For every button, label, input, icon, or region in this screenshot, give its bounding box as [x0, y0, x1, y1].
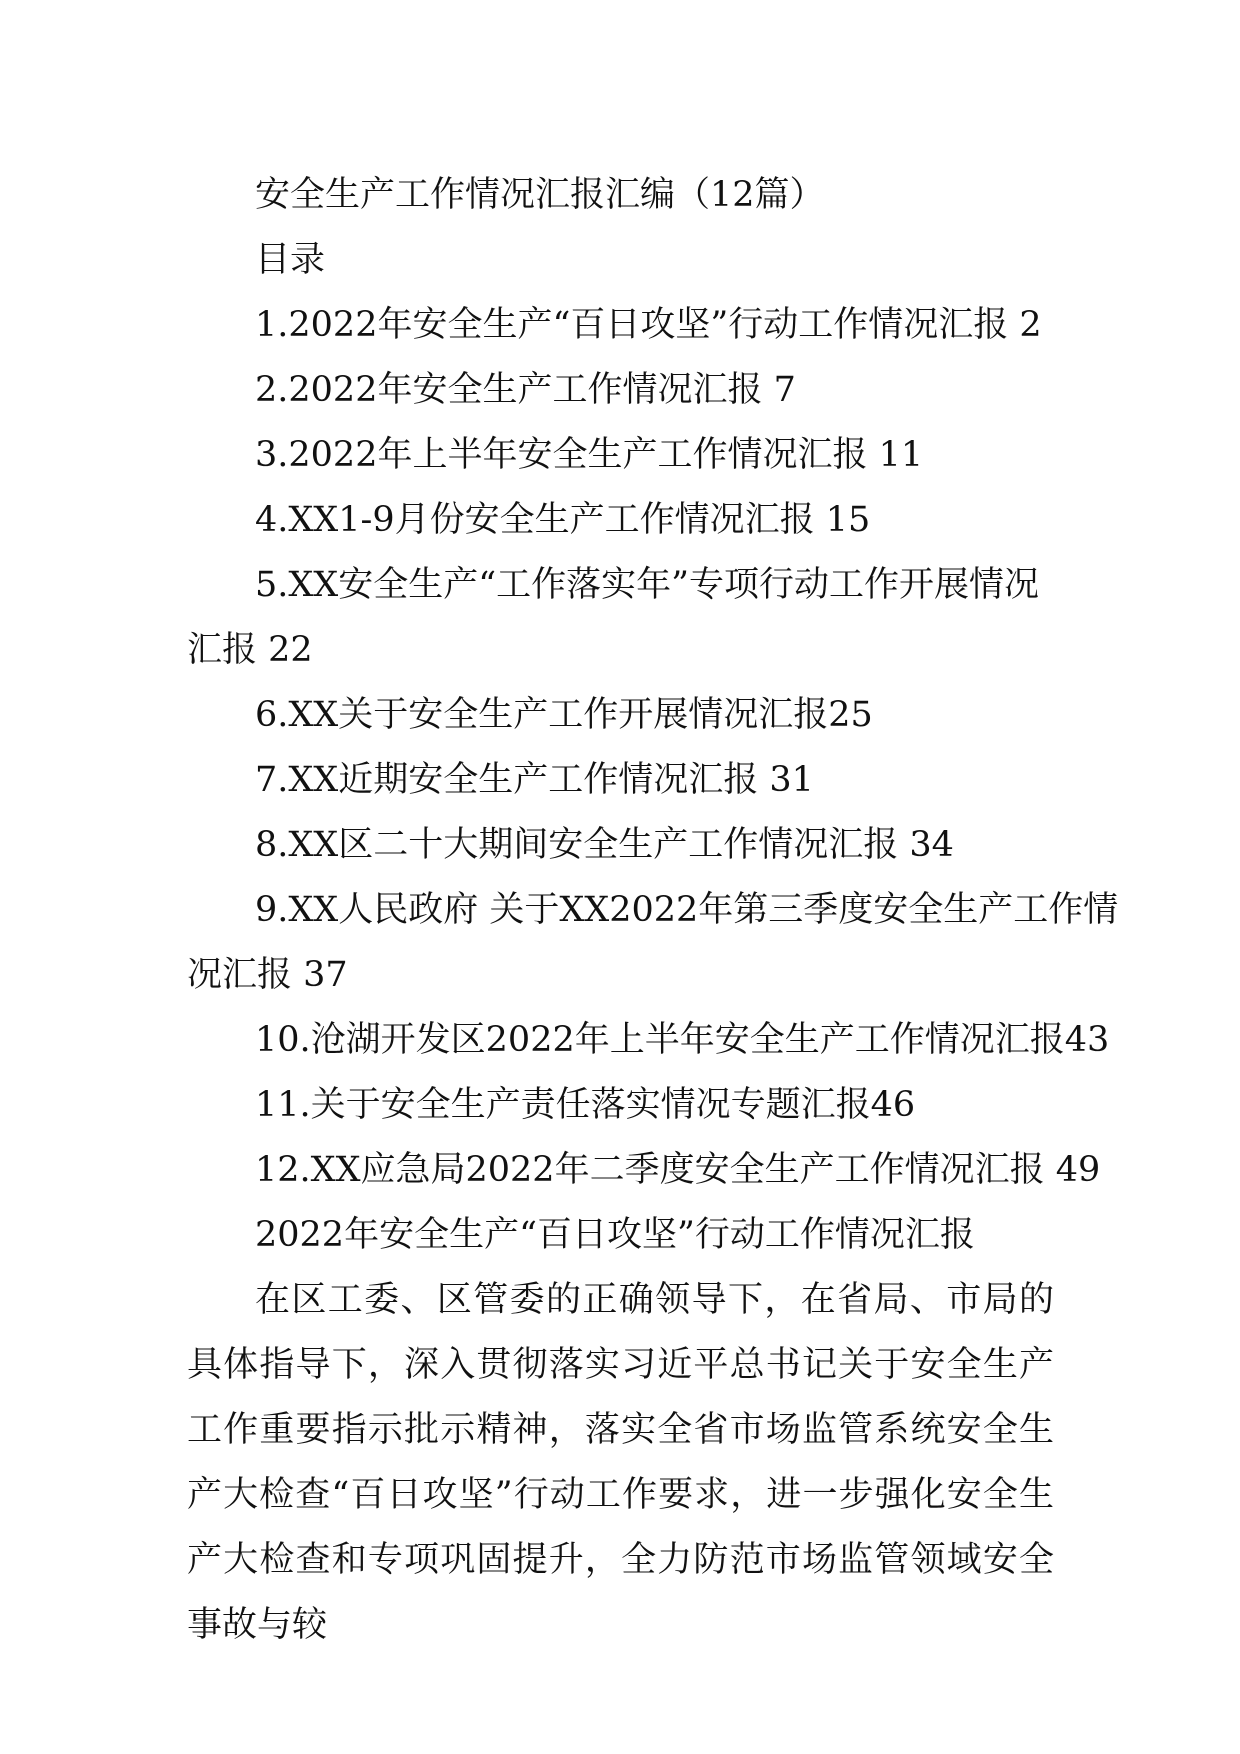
toc-item-1[interactable]: 1.2022年安全生产“百日攻坚”行动工作情况汇报 2: [255, 305, 1042, 345]
document-title: 安全生产工作情况汇报汇编（12篇）: [255, 175, 825, 215]
toc-item-10[interactable]: 10.沧湖开发区2022年上半年安全生产工作情况汇报43: [255, 1020, 1110, 1060]
toc-item-9-continued[interactable]: 况汇报 37: [187, 955, 348, 995]
toc-item-2[interactable]: 2.2022年安全生产工作情况汇报 7: [255, 370, 796, 410]
toc-item-5-continued[interactable]: 汇报 22: [187, 630, 313, 670]
toc-item-12[interactable]: 12.XX应急局2022年二季度安全生产工作情况汇报 49: [255, 1150, 1101, 1190]
toc-item-7[interactable]: 7.XX近期安全生产工作情况汇报 31: [255, 760, 814, 800]
toc-item-3[interactable]: 3.2022年上半年安全生产工作情况汇报 11: [255, 435, 924, 475]
toc-item-4[interactable]: 4.XX1-9月份安全生产工作情况汇报 15: [255, 500, 871, 540]
toc-item-9[interactable]: 9.XX人民政府 关于XX2022年第三季度安全生产工作情: [255, 890, 1119, 930]
section-title: 2022年安全生产“百日攻坚”行动工作情况汇报: [255, 1215, 975, 1255]
toc-item-6[interactable]: 6.XX关于安全生产工作开展情况汇报25: [255, 695, 873, 735]
toc-item-8[interactable]: 8.XX区二十大期间安全生产工作情况汇报 34: [255, 825, 954, 865]
toc-heading: 目录: [255, 240, 326, 280]
toc-item-5[interactable]: 5.XX安全生产“工作落实年”专项行动工作开展情况: [255, 565, 1040, 605]
body-paragraph: 在区工委、区管委的正确领导下，在省局、市局的具体指导下，深入贯彻落实习近平总书记关于安全生产工作重要指示批示精神，落实全省市场监管系统安全生产大检查“百日攻坚”行动工作要求，进一步强化安全生产大检查和专项巩固提升，全力防范市场监管领域安全事故与较: [187, 1280, 1054, 1645]
document-content: [187, 163, 1119, 1658]
toc-item-11[interactable]: 11.关于安全生产责任落实情况专题汇报46: [255, 1085, 916, 1125]
